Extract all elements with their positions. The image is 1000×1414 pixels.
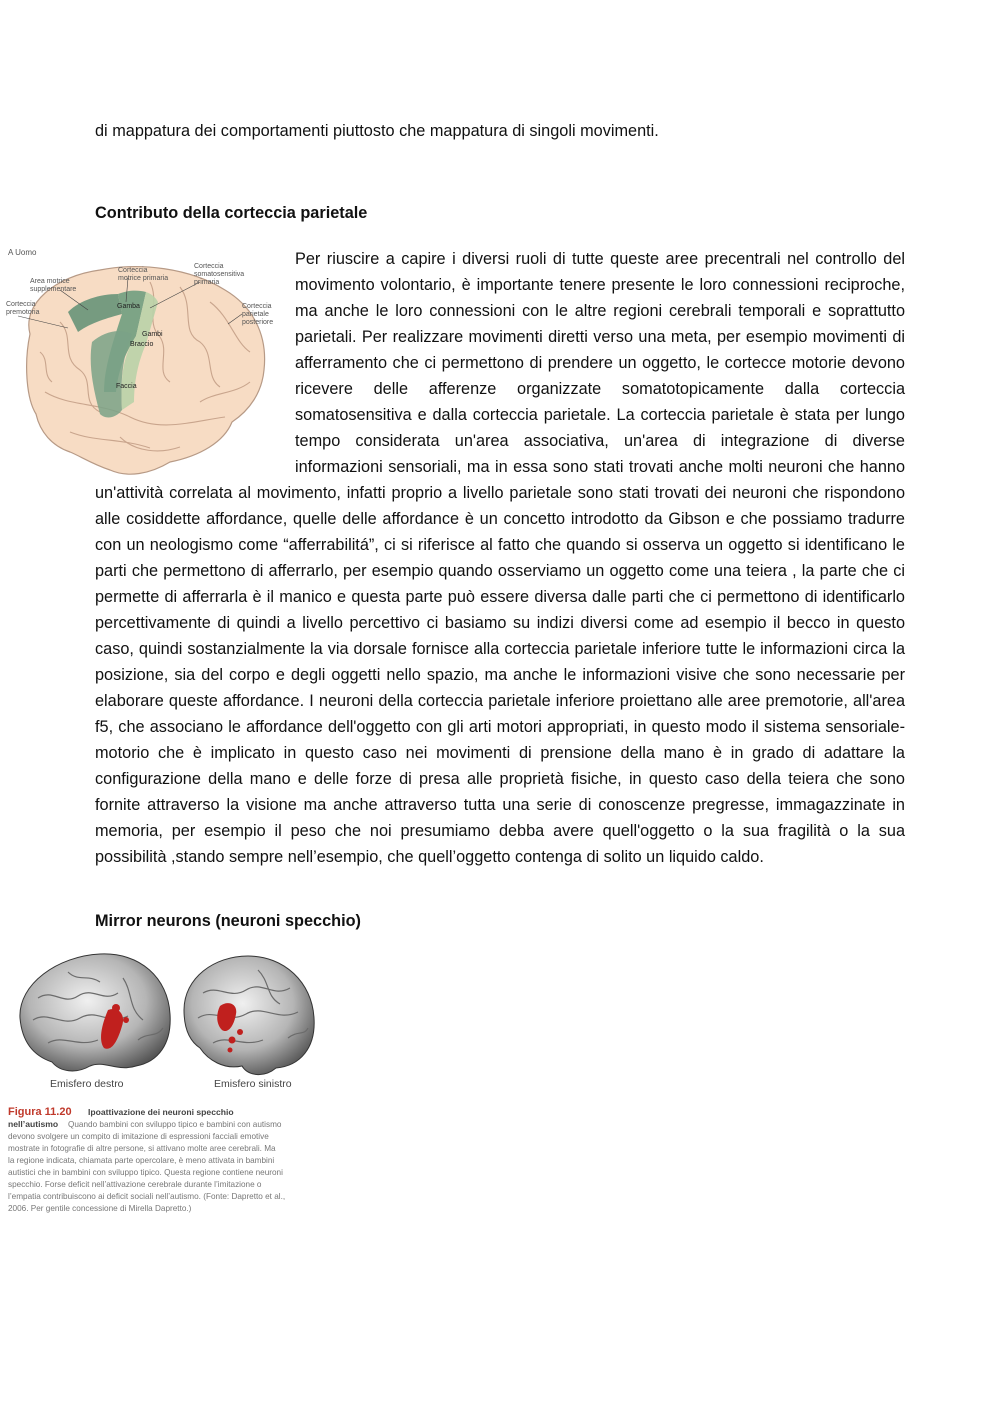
figure-float-space [95, 246, 295, 478]
figure-panel-label: A Uomo [8, 248, 37, 257]
section-heading-mirror-neurons: Mirror neurons (neuroni specchio) [95, 912, 361, 930]
label-parietal-2: parietale [242, 311, 269, 318]
caption-line-4: la regione indicata, chiamata parte opercolare, è meno attivata in bambini [8, 1156, 275, 1165]
caption-line-6: specchio. Forse deficit nell’attivazione cerebrale durante l’imitazione o [8, 1180, 262, 1189]
section-heading-parietale: Contributo della corteccia parietale [95, 204, 368, 222]
brain-right-hemisphere-image [20, 954, 170, 1071]
caption-title-1: Ipoattivazione dei neuroni specchio [88, 1107, 234, 1117]
caption-title-2: nell’autismo [8, 1119, 59, 1129]
caption-line-7: l’empatia contribuiscono ai deficit sociali nell’autismo. (Fonte: Dapretto et al., [8, 1192, 286, 1201]
label-braccio: Braccio [130, 341, 154, 348]
caption-figure-number: Figura 11.20 [8, 1106, 72, 1118]
label-primary-1: Corteccia [118, 267, 148, 274]
label-somato-3: primaria [194, 279, 220, 286]
brain-left-hemisphere-image [184, 956, 314, 1075]
label-premotor-2: premotoria [6, 309, 40, 316]
intro-line: di mappatura dei comportamenti piuttosto che mappatura di singoli movimenti. [95, 122, 659, 140]
parietal-paragraph-text: Per riuscire a capire i diversi ruoli di tutte queste aree precentrali nel controllo del movimento volontario, è importante tenere presente le loro connessioni reciproche, ma anche le loro connessioni con le altre regioni cerebrali temporali e soprattutto parietali. Per realizzare movimenti diretti verso una meta, per esempio movimenti di afferramento che ci permettono di prendere un oggetto, le cortecce motorie devono ricevere delle afferenze organizzate somatotopicamente dalla corteccia somatosensitiva e dalla corteccia parietale. La corteccia parietale è stata per lungo tempo considerata un'area associativa, un'area di integrazione di diverse informazioni sensoriali, ma in essa sono stati trovati anche molti neuroni che hanno un'attività correlata al movimento, infatti proprio a livello parietale sono stati trovati dei neuroni che rispondono alle cosiddette affordance, quelle delle affordance è un concetto introdotto da Gibson e che possiamo tradurre con un neologismo come “afferrabilitá”, ci si riferisce al fatto che quando si osserva un oggetto si identificano le parti che permettono di afferrarlo, per esempio quando osserviamo un oggetto come una teiera , la parte che ci permette di afferrarla è il manico e questa parte può essere diversa dalle parti che ci permettono di identificarlo percettivamente di quindi a livello percettivo ci basiamo su indizi diversi come ad esempio il becco in questo caso, quindi sostanzialmente la via dorsale fornisce alla corteccia parietale inferiore tutte le informazioni circa la posizione, sia del corpo e degli oggetti nello spazio, ma anche le informazioni visive che sono necessarie per elaborare queste affordance. I neuroni della corteccia parietale inferiore proiettano alle aree premotorie, all'area f5, che associano le affordance dell'oggetto con gli arti motori appropriati, in questo modo il sistema sensoriale-motorio che è implicato in questo caso nei movimenti di prensione della mano è in grado di adattare la configurazione della mano e delle forze di presa alle proprietà fisiche, in questo caso della teiera che sono fornite attraverso la visione ma anche attraverso tutta una serie di conoscenze pregresse, immagazzinate in memoria, per esempio il peso che noi presumiamo debba avere quell'oggetto o la sua fragilità o la sua possibilità ,stando sempre nell’esempio, che quell’oggetto contenga di solito un liquido caldo. [95, 250, 905, 866]
label-somato-1: Corteccia [194, 263, 224, 270]
label-somato-2: somatosensitiva [194, 271, 245, 278]
label-supp-2: supplementare [30, 286, 77, 293]
caption-line-8: 2006. Per gentile concessione di Mirella Dapretto.) [8, 1204, 192, 1213]
caption-line-2: devono svolgere un compito di imitazione di espressioni facciali emotive [8, 1132, 269, 1141]
mirror-neurons-figure [8, 948, 338, 1238]
label-parietal-3: posteriore [242, 319, 274, 326]
label-gambi: Gambi [142, 331, 163, 338]
caption-line-5: autistici che in bambini con sviluppo tipico. Questa regione contiene neuroni [8, 1168, 283, 1177]
label-emisfero-sinistro: Emisfero sinistro [214, 1078, 292, 1090]
label-emisfero-destro: Emisfero destro [50, 1078, 124, 1090]
label-gamba: Gamba [117, 303, 140, 310]
label-primary-2: motrice primaria [118, 275, 169, 282]
caption-line-1: Quando bambini con sviluppo tipico e bambini con autismo [68, 1120, 282, 1129]
caption-line-3: mostrate in fotografie di altre persone, si attivano molte aree cerebrali. Ma [8, 1144, 276, 1153]
label-premotor-1: Corteccia [6, 301, 36, 308]
label-parietal-1: Corteccia [242, 303, 272, 310]
parietal-paragraph [95, 246, 905, 870]
label-supp-1: Area motrice [30, 278, 70, 285]
label-faccia: Faccia [116, 383, 137, 390]
